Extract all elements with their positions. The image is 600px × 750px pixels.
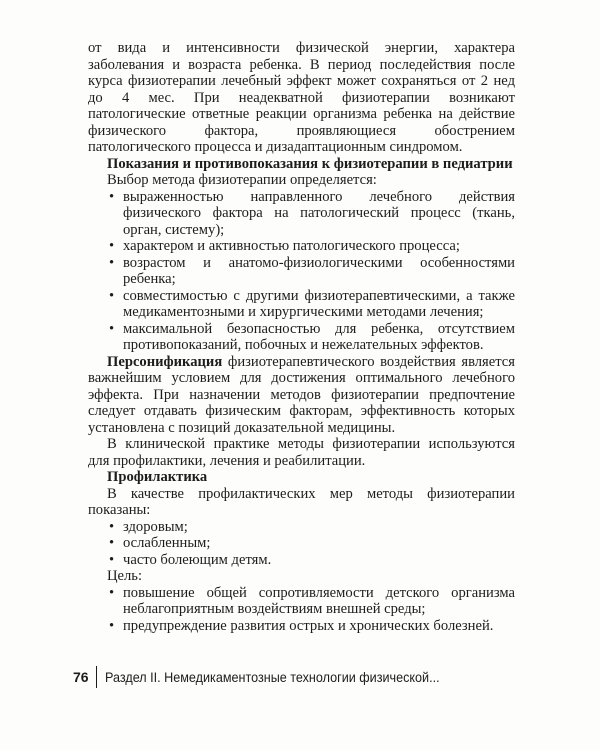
list-item: • совместимостью с другими физиотерапевтическими, а также медикаментозными и хирургическими методами лечения; <box>88 288 515 321</box>
paragraph-personification-text: физиотерапевтического воздействия является важнейшим условием для достижения оптимального лечебного эффекта. При назначении методов физиотерапии предпочтение следует отдавать физическим факторам, эффективность которых установлена с позиций доказательной медицины. <box>88 353 515 436</box>
paragraph-continuation: от вида и интенсивности физической энергии, характера заболевания и возраста ребенка. В период последействия после курса физиотерапии лечебный эффект может сохраняться от 2 нед до 4 мес. При неадекватной физиотерапии возникают патологические ответные реакции организма ребенка на действие физического фактора, проявляющиеся обострением патологического процесса и дизадаптационным синдромом. <box>88 40 515 155</box>
paragraph-prevention-measures: В качестве профилактических мер методы физиотерапии показаны: <box>88 485 515 518</box>
running-title: Раздел II. Немедикаментозные технологии физической... <box>105 669 440 685</box>
list-item: • ослабленным; <box>88 535 515 552</box>
bullet-list-groups <box>88 519 515 569</box>
goal-label: Цель: <box>107 568 143 584</box>
list-item: • характером и активностью патологического процесса; <box>88 238 515 255</box>
term-personification: Персонификация <box>107 353 223 370</box>
list-item: • предупреждение развития острых и хронических болезней. <box>88 618 515 635</box>
page-number: 76 <box>73 669 89 685</box>
list-item: • повышение общей сопротивляемости детского организма неблагоприятным воздействиям внешней среды; <box>88 585 515 618</box>
page-body <box>88 40 515 634</box>
list-item: • здоровым; <box>88 519 515 536</box>
bullet-list-criteria <box>88 189 515 354</box>
list-item: • максимальной безопасностью для ребенка, отсутствием противопоказаний, побочных и нежелательных эффектов. <box>88 321 515 354</box>
bullet-list-goals <box>88 585 515 635</box>
section-heading-prevention: Профилактика <box>107 469 208 485</box>
page-footer <box>73 664 477 690</box>
list-item: • возрастом и анатомо-физиологическими особенностями ребенка; <box>88 255 515 288</box>
footer-divider <box>96 666 98 688</box>
paragraph-personification <box>88 354 515 437</box>
section-heading-indications: Показания и противопоказания к физиотерапии в педиатрии <box>107 155 513 172</box>
paragraph-method-choice: Выбор метода физиотерапии определяется: <box>107 172 377 188</box>
paragraph-clinical-practice: В клинической практике методы физиотерапии используются для профилактики, лечения и реабилитации. <box>88 436 515 469</box>
list-item: • часто болеющим детям. <box>88 552 515 569</box>
list-item: • выраженностью направленного лечебного действия физического фактора на патологический процесс (ткань, орган, систему); <box>88 189 515 239</box>
